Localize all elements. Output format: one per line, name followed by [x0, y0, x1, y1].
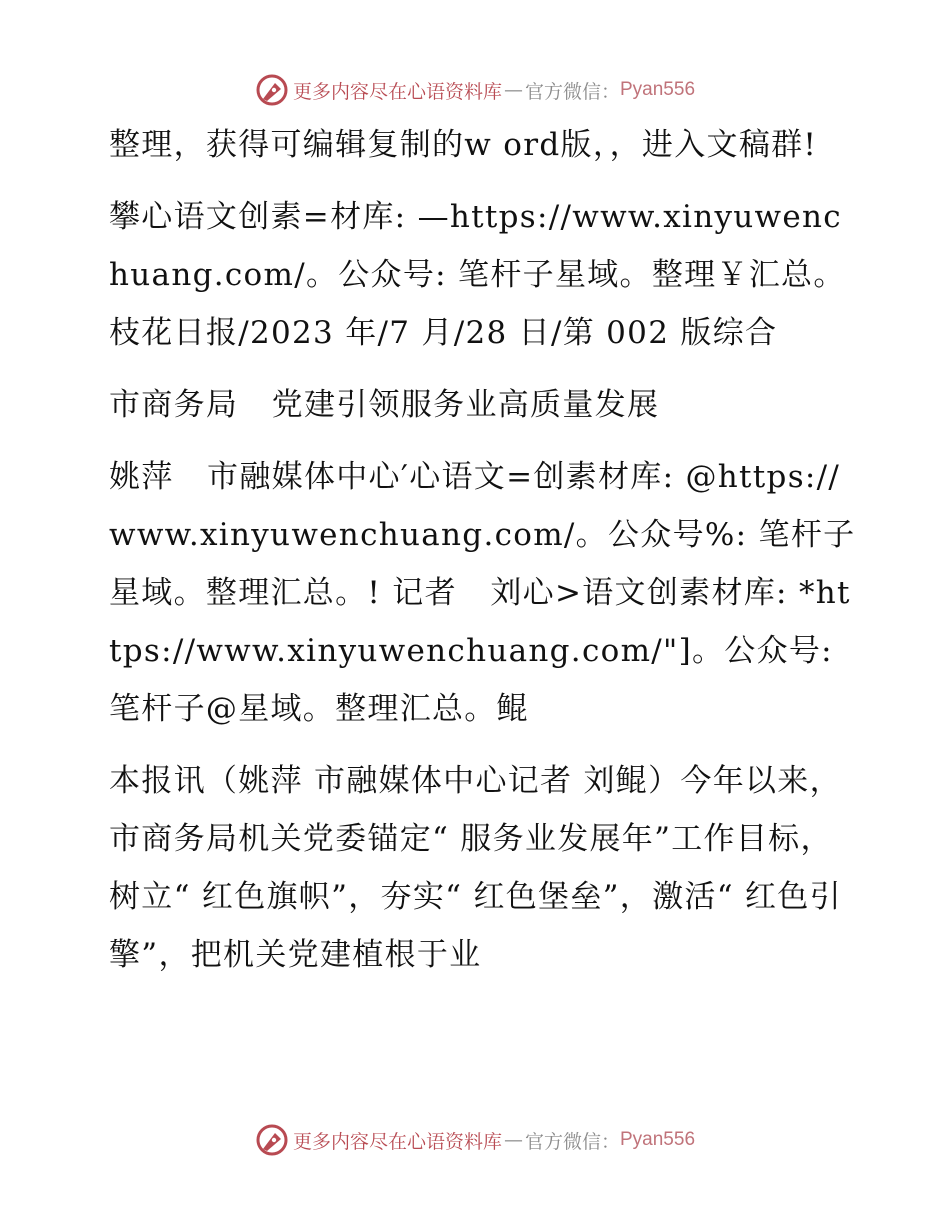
- pen-nib-logo-icon: [255, 73, 289, 107]
- footer-banner: [0, 1120, 950, 1160]
- paragraph-1: 整理，获得可编辑复制的w ord版，，进入文稿群!: [109, 127, 818, 163]
- banner-separator: —: [503, 79, 523, 101]
- pen-nib-logo-icon: [255, 1123, 289, 1157]
- banner-main-text: 更多内容尽在心语资料库: [292, 80, 502, 103]
- header-banner: [0, 70, 950, 110]
- banner-wechat-label: 官方微信：: [524, 1130, 620, 1153]
- paragraph-byline: 姚萍 市融媒体中心′心语文=创素材库: @https://www.xinyuwenchuang.com/。公众号%: 笔杆子星域。整理汇总。! 记者 刘心>语文创素材库: *https://www.xinyuwenchuang.com/"]。公众号: 笔杆子@星域。整理汇总。鲲: [109, 459, 856, 727]
- paragraph-body: 本报讯（姚萍 市融媒体中心记者 刘鲲）今年以来，市商务局机关党委锚定“ 服务业发展年”工作目标，树立“ 红色旗帜”，夯实“ 红色堡垒”，激活“ 红色引擎”，把机关党建植根于业: [109, 763, 842, 973]
- paragraph-headline: 市商务局 党建引领服务业高质量发展: [109, 387, 660, 423]
- banner-main-text: 更多内容尽在心语资料库: [292, 1130, 502, 1153]
- paragraph-2: 攀心语文创素=材库: —https://www.xinyuwenchuang.com/。公众号: 笔杆子星域。整理￥汇总。枝花日报/2023 年/7 月/28 日/第 002 版综合: [109, 199, 846, 351]
- document-body: [97, 116, 857, 984]
- banner-separator: —: [503, 1129, 523, 1151]
- banner-wechat-label: 官方微信：: [524, 80, 620, 103]
- banner-wechat-id: Pyan556: [620, 1129, 696, 1150]
- banner-wechat-id: Pyan556: [620, 79, 696, 100]
